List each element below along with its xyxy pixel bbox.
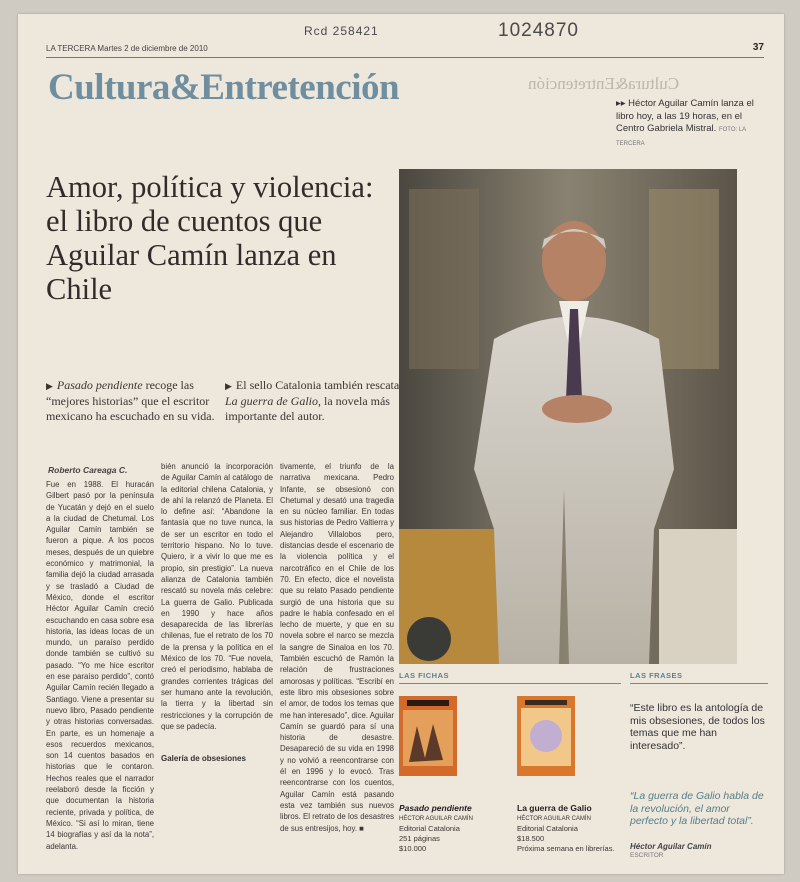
book-price: $18.500 <box>517 834 545 843</box>
frases-rule <box>630 683 768 684</box>
triangle-bullet-icon: ▶ <box>225 381 232 391</box>
body-column-1: Fue en 1988. El huracán Gilbert pasó por la península de Yucatán y dejó en el suelo a la ciudad de Chetumal. Los Aguilar Camín también se fueron a pique. A los pocos meses, después de un quiebre económico y matrimonial, la familia dejó la ciudad arrasada y se trasladó a Ciudad de México, donde el escritor Héctor Aguilar Camín creció escuchando en casa sobre esa historia, las ideas locas de un mundo, un paraíso perdido donde también se cultivó su pasado. “Yo me hice escritor en ese paraíso perdido”, contó Aguilar Camín recién llegado a Santiago. Viene a presentar su nuevo libro, Pasado pendiente y otras historias conversadas. En parte, es un homenaje a esos recuerdos mexicanos, son 14 cuentos basados en historias que le contaron. Hechos reales que el narrador reelaboró desde la ficción y que documentan la historia reciente, privada y política, de México. “Si así lo miran, tiene 14 biografías y así da la nota”, adelanta. <box>46 480 154 851</box>
quote-1: “Este libro es la antología de mis obsesiones, de todos los temas que me han interesado”. <box>630 702 765 752</box>
subheading-1 <box>46 378 230 424</box>
quote-author-role: ESCRITOR <box>630 852 664 859</box>
book-title-2: La guerra de Galio <box>517 803 592 813</box>
photo-caption <box>616 98 768 150</box>
inline-subhead: Galería de obsesiones <box>161 754 246 763</box>
book-price: $10.000 <box>399 844 427 853</box>
book-publisher: Editorial Catalonia <box>399 824 460 833</box>
section-title: Cultura&Entretención <box>48 67 400 108</box>
book-meta-2 <box>517 814 615 854</box>
author-photo-illustration <box>399 169 737 664</box>
book-availability: Próxima semana en librerías. <box>517 844 615 853</box>
book-cover-illustration <box>517 696 575 776</box>
subheading-text: recoge las “mejores historias” que el escritor mexicano ha escuchado en su vida. <box>46 378 215 423</box>
quote-2: “La guerra de Galio habla de la revolución, el amor perfecto y la libertad total”. <box>630 790 764 827</box>
headline: Amor, política y violencia: el libro de cuentos que Aguilar Camín lanza en Chile <box>46 170 374 306</box>
handwritten-ref-code: Rcd 258421 <box>304 24 379 38</box>
page-folio: LA TERCERA Martes 2 de diciembre de 2010 <box>46 44 208 53</box>
book-author: HÉCTOR AGUILAR CAMÍN <box>399 816 473 822</box>
body-column-3: tivamente, el triunfo de la narrativa mexicana. Pedro Infante, se obsesionó con Chetumal y desató una tragedia en su núcleo familiar. En todas sus historias de Pedro Valtierra y Alejandro Villalobos pero, distancias desde el escenario de la violencia política y el narcotráfico en el Chile de los 70. En efecto, dice el novelista que su relato Pasado pendiente surgió de una historia que su padre le había confesado en el lecho de muerte, y que en su novela sobre el narco se mezcla la sangre de Sinaloa en los 70. También escuchó de Ramón la relación de frustraciones amorosas y políticas. “Escribí en este libro mis obsesiones sobre el amor, de todos los temas que me han interesado”, dice. Aguilar Camín se guardó para sí una historia de desastre. Desapareció de su vida en 1998 y no volvió a reencontrarse con él en 1996 y lo evocó. Tras reencontrarse con los cuentos, Aguilar Camín está pasando esta vez también sus nuevos libros. El retrato de los desastres de sus entresijos, hoy. ■ <box>280 462 394 833</box>
header-rule <box>46 57 764 58</box>
book-publisher: Editorial Catalonia <box>517 824 578 833</box>
photo-credit: FOTO: LA TERCERA <box>616 127 746 147</box>
fichas-rule <box>399 683 621 684</box>
book-cover-illustration <box>399 696 457 776</box>
body-column-2: bién anunció la incorporación de Aguilar Camín al catálogo de la editorial chilena Catalonia, y de ahí la relanzó de Planeta. El lo define así: “Abandone la fantasía que no tuve nunca, la de ser un escritor en todo el territorio hispano. No lo tuve. Quiero, ir a vivir lo que me es propio, sin prestigio”. La nueva alianza de Catalonia también rescató su novela más celebre: La guerra de Galio. Publicada en 1990 y hace años desaparecida de las librerías chilenas, fue el retrato de los 70 de la prensa y la política en el México de los 70. “Fue novela, creó el periodismo, hablaba de grandes corrientes trágicas del ser humano ante la revolución, la tierra y la libertad sin restricciones y la corrupción de que se padecía. <box>161 462 273 731</box>
newspaper-page <box>18 14 784 874</box>
bleed-through-text: Cultura&Entretención <box>528 74 680 93</box>
book-title-1: Pasado pendiente <box>399 803 472 813</box>
book-meta-1 <box>399 814 473 854</box>
book-title: Pasado pendiente <box>56 378 143 392</box>
fichas-label: LAS FICHAS <box>399 671 449 680</box>
subheading-2 <box>225 378 405 424</box>
triangle-bullet-icon: ▶ <box>46 381 53 391</box>
subheading-text: , la novela más importante del autor. <box>225 394 390 423</box>
byline: Roberto Careaga C. <box>48 465 128 475</box>
book-title: La guerra de Galio <box>225 394 318 408</box>
author-photo <box>399 169 737 664</box>
book-cover-pasado-pendiente <box>399 696 457 776</box>
quote-author: Héctor Aguilar Camín <box>630 842 712 851</box>
caption-text: ▸▸ Héctor Aguilar Camín lanza el libro hoy, a las 19 horas, en el Centro Gabriela Mistral. <box>616 98 754 134</box>
page-number: 37 <box>752 42 764 53</box>
book-author: HÉCTOR AGUILAR CAMÍN <box>517 816 591 822</box>
handwritten-number: 1024870 <box>498 20 579 41</box>
frases-label: LAS FRASES <box>630 671 683 680</box>
subheading-text: El sello Catalonia también rescata <box>235 378 400 392</box>
book-pages: 251 páginas <box>399 834 440 843</box>
book-cover-la-guerra-de-galio <box>517 696 575 776</box>
